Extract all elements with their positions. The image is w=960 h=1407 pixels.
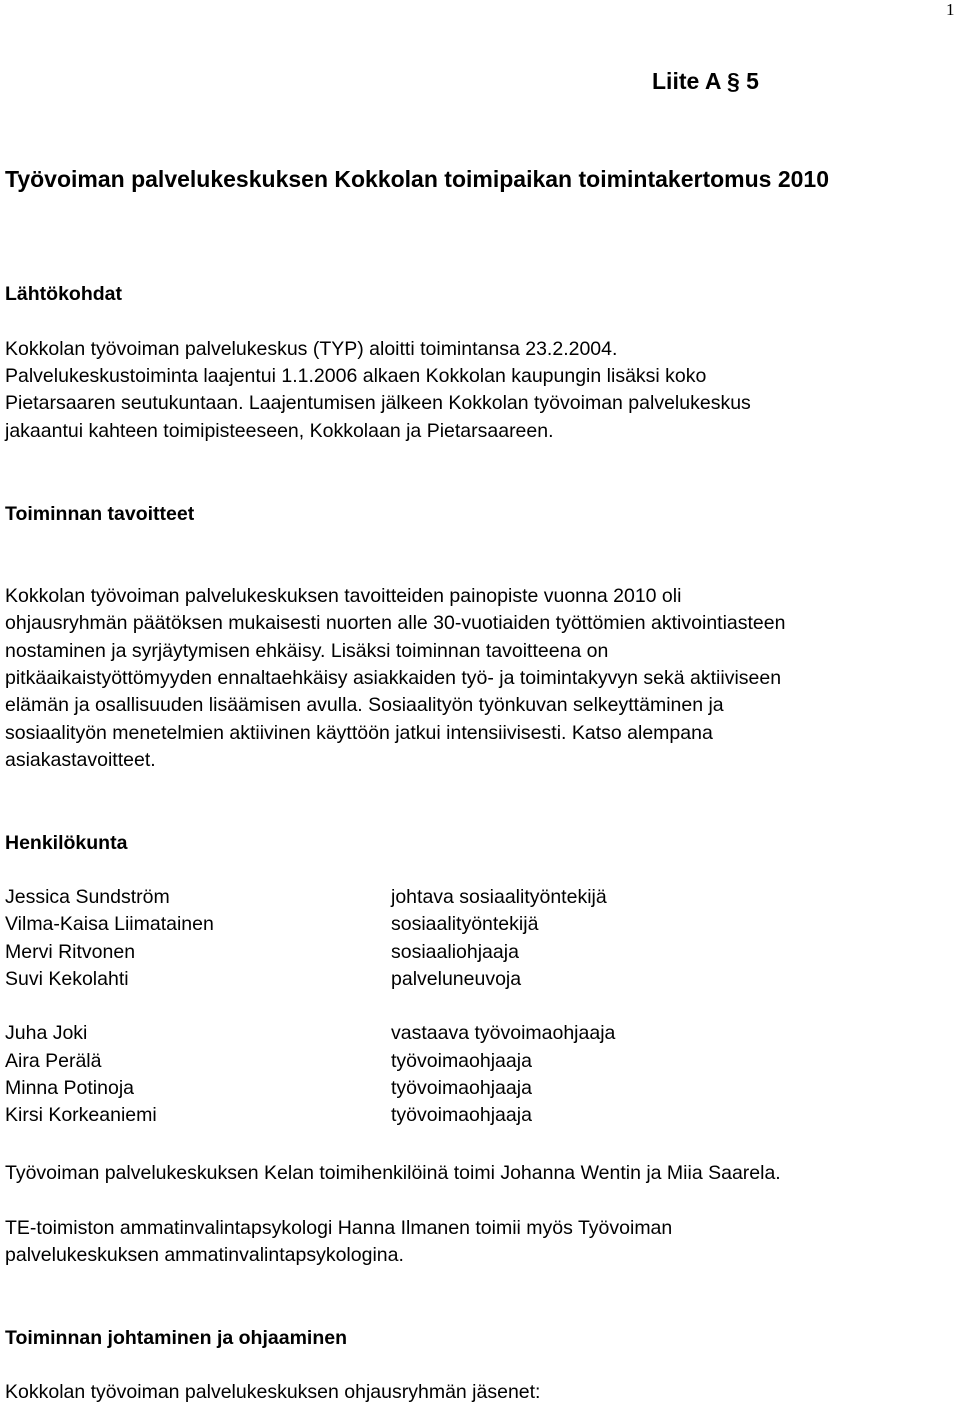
heading-henkilokunta: Henkilökunta — [5, 832, 128, 854]
heading-johtaminen: Toiminnan johtaminen ja ohjaaminen — [5, 1327, 348, 1349]
paragraph-line: Kokkolan työvoiman palvelukeskuksen ohjausryhmän jäsenet: — [5, 1381, 541, 1403]
staff-name: Juha Joki — [5, 1022, 88, 1045]
staff-role: sosiaaliohjaaja — [391, 940, 519, 963]
staff-name: Minna Potinoja — [5, 1077, 134, 1100]
staff-row — [5, 884, 955, 911]
staff-name: Suvi Kekolahti — [5, 967, 129, 990]
page-number: 1 — [946, 0, 955, 19]
paragraph-line: jakaantui kahteen toimipisteeseen, Kokkolaan ja Pietarsaareen. — [5, 420, 554, 442]
staff-list — [5, 884, 955, 1130]
heading-lahtokohdat: Lähtökohdat — [5, 283, 122, 305]
staff-name: Mervi Ritvonen — [5, 940, 136, 963]
paragraph-line: pitkäaikaistyöttömyyden ennaltaehkäisy asiakkaiden työ- ja toimintakyvyn sekä aktiiviseen — [5, 667, 782, 689]
staff-role: johtava sosiaalityöntekijä — [391, 886, 607, 908]
staff-role: palveluneuvoja — [391, 967, 522, 990]
paragraph-line: Kokkolan työvoiman palvelukeskuksen tavoitteiden painopiste vuonna 2010 oli — [5, 585, 682, 607]
staff-row — [5, 966, 955, 993]
staff-name: Aira Perälä — [5, 1049, 102, 1072]
staff-role: työvoimaohjaaja — [391, 1104, 532, 1127]
paragraph-line: nostaminen ja syrjäytymisen ehkäisy. Lisäksi toiminnan tavoitteena on — [5, 640, 609, 662]
staff-role: sosiaalityöntekijä — [391, 913, 539, 936]
staff-name: Kirsi Korkeaniemi — [5, 1104, 157, 1127]
paragraph-line: palvelukeskuksen ammatinvalintapsykologina. — [5, 1244, 404, 1266]
paragraph-line: Palvelukeskustoiminta laajentui 1.1.2006 alkaen Kokkolan kaupungin lisäksi koko — [5, 365, 707, 387]
staff-row — [5, 1048, 955, 1075]
staff-row — [5, 1075, 955, 1102]
staff-role: työvoimaohjaaja — [391, 1077, 532, 1100]
staff-group-gap — [5, 993, 955, 1020]
staff-row — [5, 911, 955, 938]
document-title: Työvoiman palvelukeskuksen Kokkolan toimipaikan toimintakertomus 2010 — [5, 166, 830, 192]
staff-role: vastaava työvoimaohjaaja — [391, 1022, 616, 1045]
kela-staff-line: Työvoiman palvelukeskuksen Kelan toimihenkilöinä toimi Johanna Wentin ja Miia Saarela. — [5, 1162, 781, 1184]
staff-name: Jessica Sundström — [5, 886, 170, 908]
paragraph-line: TE-toimiston ammatinvalintapsykologi Hanna Ilmanen toimii myös Työvoiman — [5, 1217, 673, 1239]
staff-row — [5, 1102, 955, 1129]
paragraph-line: ohjausryhmän päätöksen mukaisesti nuorten alle 30-vuotiaiden työttömien aktivointiasteen — [5, 612, 786, 634]
appendix-label: Liite A § 5 — [652, 68, 759, 94]
paragraph-line: elämän ja osallisuuden lisäämisen avulla. Sosiaalityön työnkuvan selkeyttäminen ja — [5, 694, 724, 716]
paragraph-line: sosiaalityön menetelmien aktiivinen käyttöön jatkui intensiivisesti. Katso alempana — [5, 722, 713, 744]
heading-tavoitteet: Toiminnan tavoitteet — [5, 503, 195, 525]
staff-row — [5, 939, 955, 966]
staff-name: Vilma-Kaisa Liimatainen — [5, 913, 214, 936]
paragraph-line: Kokkolan työvoiman palvelukeskus (TYP) aloitti toimintansa 23.2.2004. — [5, 338, 618, 360]
staff-row — [5, 1020, 955, 1047]
staff-role: työvoimaohjaaja — [391, 1049, 532, 1072]
paragraph-line: Pietarsaaren seutukuntaan. Laajentumisen jälkeen Kokkolan työvoiman palvelukeskus — [5, 392, 751, 414]
paragraph-line: asiakastavoitteet. — [5, 749, 156, 771]
